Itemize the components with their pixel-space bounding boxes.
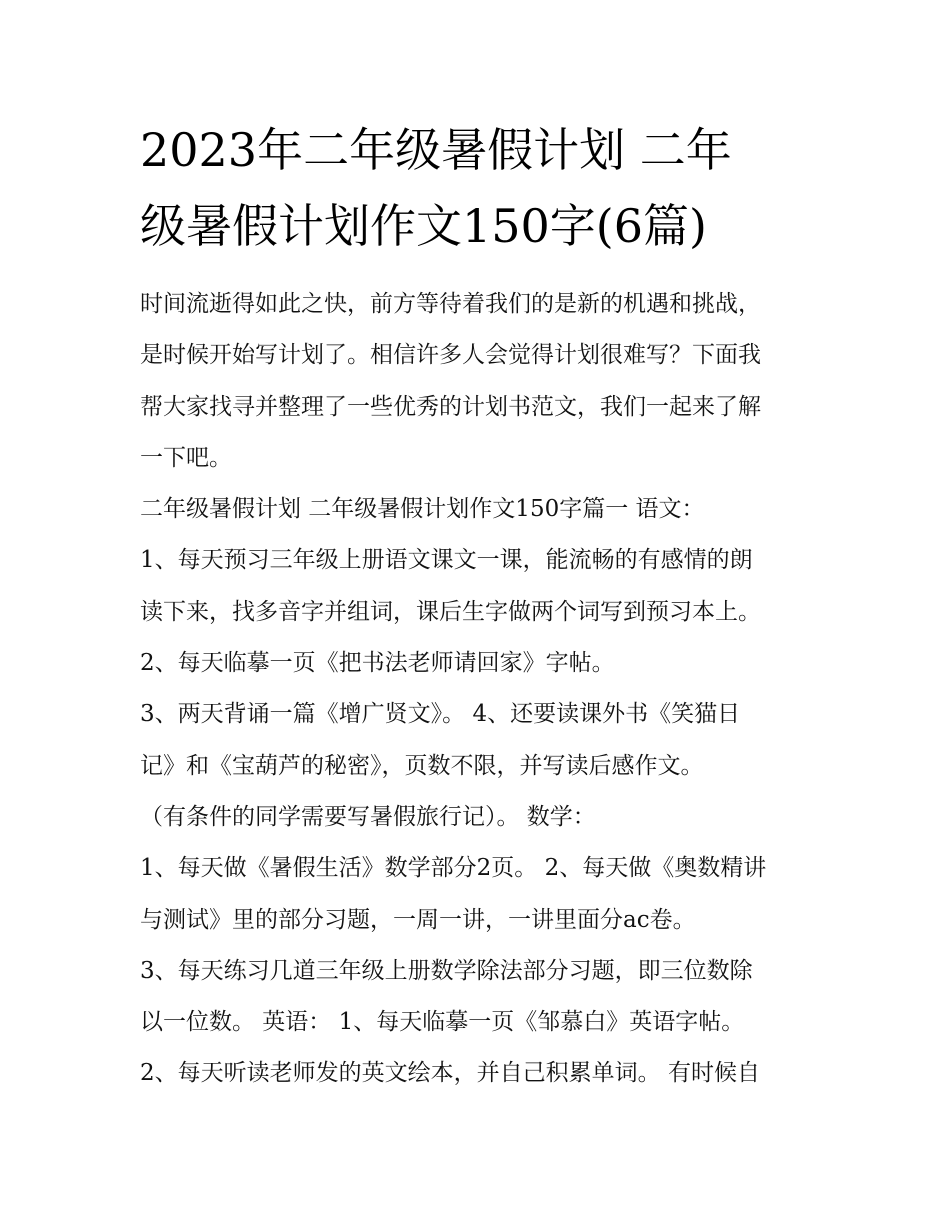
body-line: 1、每天做《暑假生活》数学部分2页。 2、每天做《奥数精讲 [140,855,767,882]
body-line: 2、每天听读老师发的英文绘本，并自己积累单词。 有时候自 [140,1060,760,1087]
body-line: 记》和《宝葫芦的秘密》，页数不限，并写读后感作文。 [140,752,704,779]
body-line: 是时候开始写计划了。相信许多人会觉得计划很难写？下面我 [140,342,761,369]
body-line: （有条件的同学需要写暑假旅行记）。 数学： [140,803,596,830]
body-line: 时间流逝得如此之快，前方等待着我们的是新的机遇和挑战， [140,291,761,317]
body-line: 3、每天练习几道三年级上册数学除法部分习题，即三位数除 [140,957,753,984]
document-body [140,279,830,1100]
title-line: 2023年二年级暑假计划 二年 [140,123,732,177]
body-line: 一下吧。 [140,444,232,471]
body-line: 读下来，找多音字并组词，课后生字做两个词写到预习本上。 [140,598,761,625]
body-line: 与测试》里的部分习题，一周一讲，一讲里面分ac卷。 [140,906,696,933]
body-line: 帮大家找寻并整理了一些优秀的计划书范文，我们一起来了解 [140,393,761,420]
title-line: 级暑假计划作文150字(6篇) [140,199,707,253]
body-line: 以一位数。 英语： 1、每天临摹一页《邹慕白》英语字帖。 [140,1009,745,1036]
body-line: 3、两天背诵一篇《增广贤文》。 4、还要读课外书《笑猫日 [140,701,741,728]
body-line: 2、每天临摹一页《把书法老师请回家》字帖。 [140,650,615,677]
document-title [140,112,820,264]
body-line: 1、每天预习三年级上册语文课文一课，能流畅的有感情的朗 [140,547,753,574]
body-line: 二年级暑假计划 二年级暑假计划作文150字篇一 语文： [140,496,705,523]
